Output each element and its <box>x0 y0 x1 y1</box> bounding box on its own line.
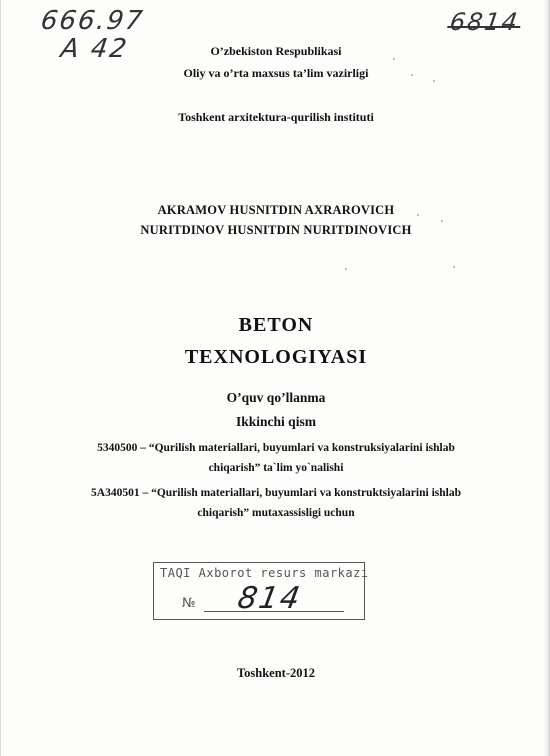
author-1: AKRAMOV HUSNITDIN AXRAROVICH <box>157 203 395 217</box>
stamp-number-value: 814 <box>234 581 305 616</box>
scan-speck <box>345 268 347 270</box>
scan-speck <box>441 220 443 222</box>
scan-speck <box>393 58 395 60</box>
city-year: Toshkent-2012 <box>236 666 316 680</box>
scan-speck <box>417 214 419 216</box>
library-stamp <box>153 562 369 620</box>
scan-speck <box>453 266 455 268</box>
scan-speck <box>433 80 435 82</box>
specialty-line-3: 5A340501 – “Qurilish materiallari, buyumlari va konstruktsiyalarini ishlab <box>91 487 461 499</box>
handwritten-inventory-number: 6814 <box>447 8 521 36</box>
scan-speck <box>411 74 413 76</box>
author-2: NURITDINOV HUSNITDIN NURITDINOVICH <box>140 223 412 237</box>
header-institute: Toshkent arxitektura-qurilish instituti <box>178 110 374 124</box>
title-line-1: BETON <box>238 314 314 336</box>
specialty-line-4: chiqarish” mutaxassisligi uchun <box>197 507 355 519</box>
handwritten-call-number: 666.97 <box>38 6 147 36</box>
handwritten-call-number-2: A 42 <box>58 34 131 64</box>
specialty-line-1: 5340500 – “Qurilish materiallari, buyumlari va konstruksiyalarini ishlab <box>97 442 455 454</box>
stamp-title: TAQI Axborot resurs markazi <box>160 566 369 580</box>
title-line-2: TEXNOLOGIYASI <box>184 346 368 368</box>
header-country: O’zbekiston Respublikasi <box>210 44 342 58</box>
stamp-underline <box>204 611 344 612</box>
subtitle-type: O’quv qo’llanma <box>226 390 326 405</box>
stamp-number-label: № <box>182 596 196 611</box>
specialty-line-2: chiqarish” ta`lim yo`nalishi <box>208 462 344 474</box>
subtitle-part: Ikkinchi qism <box>236 414 316 429</box>
header-ministry: Oliy va o’rta maxsus ta’lim vazirligi <box>183 66 369 80</box>
